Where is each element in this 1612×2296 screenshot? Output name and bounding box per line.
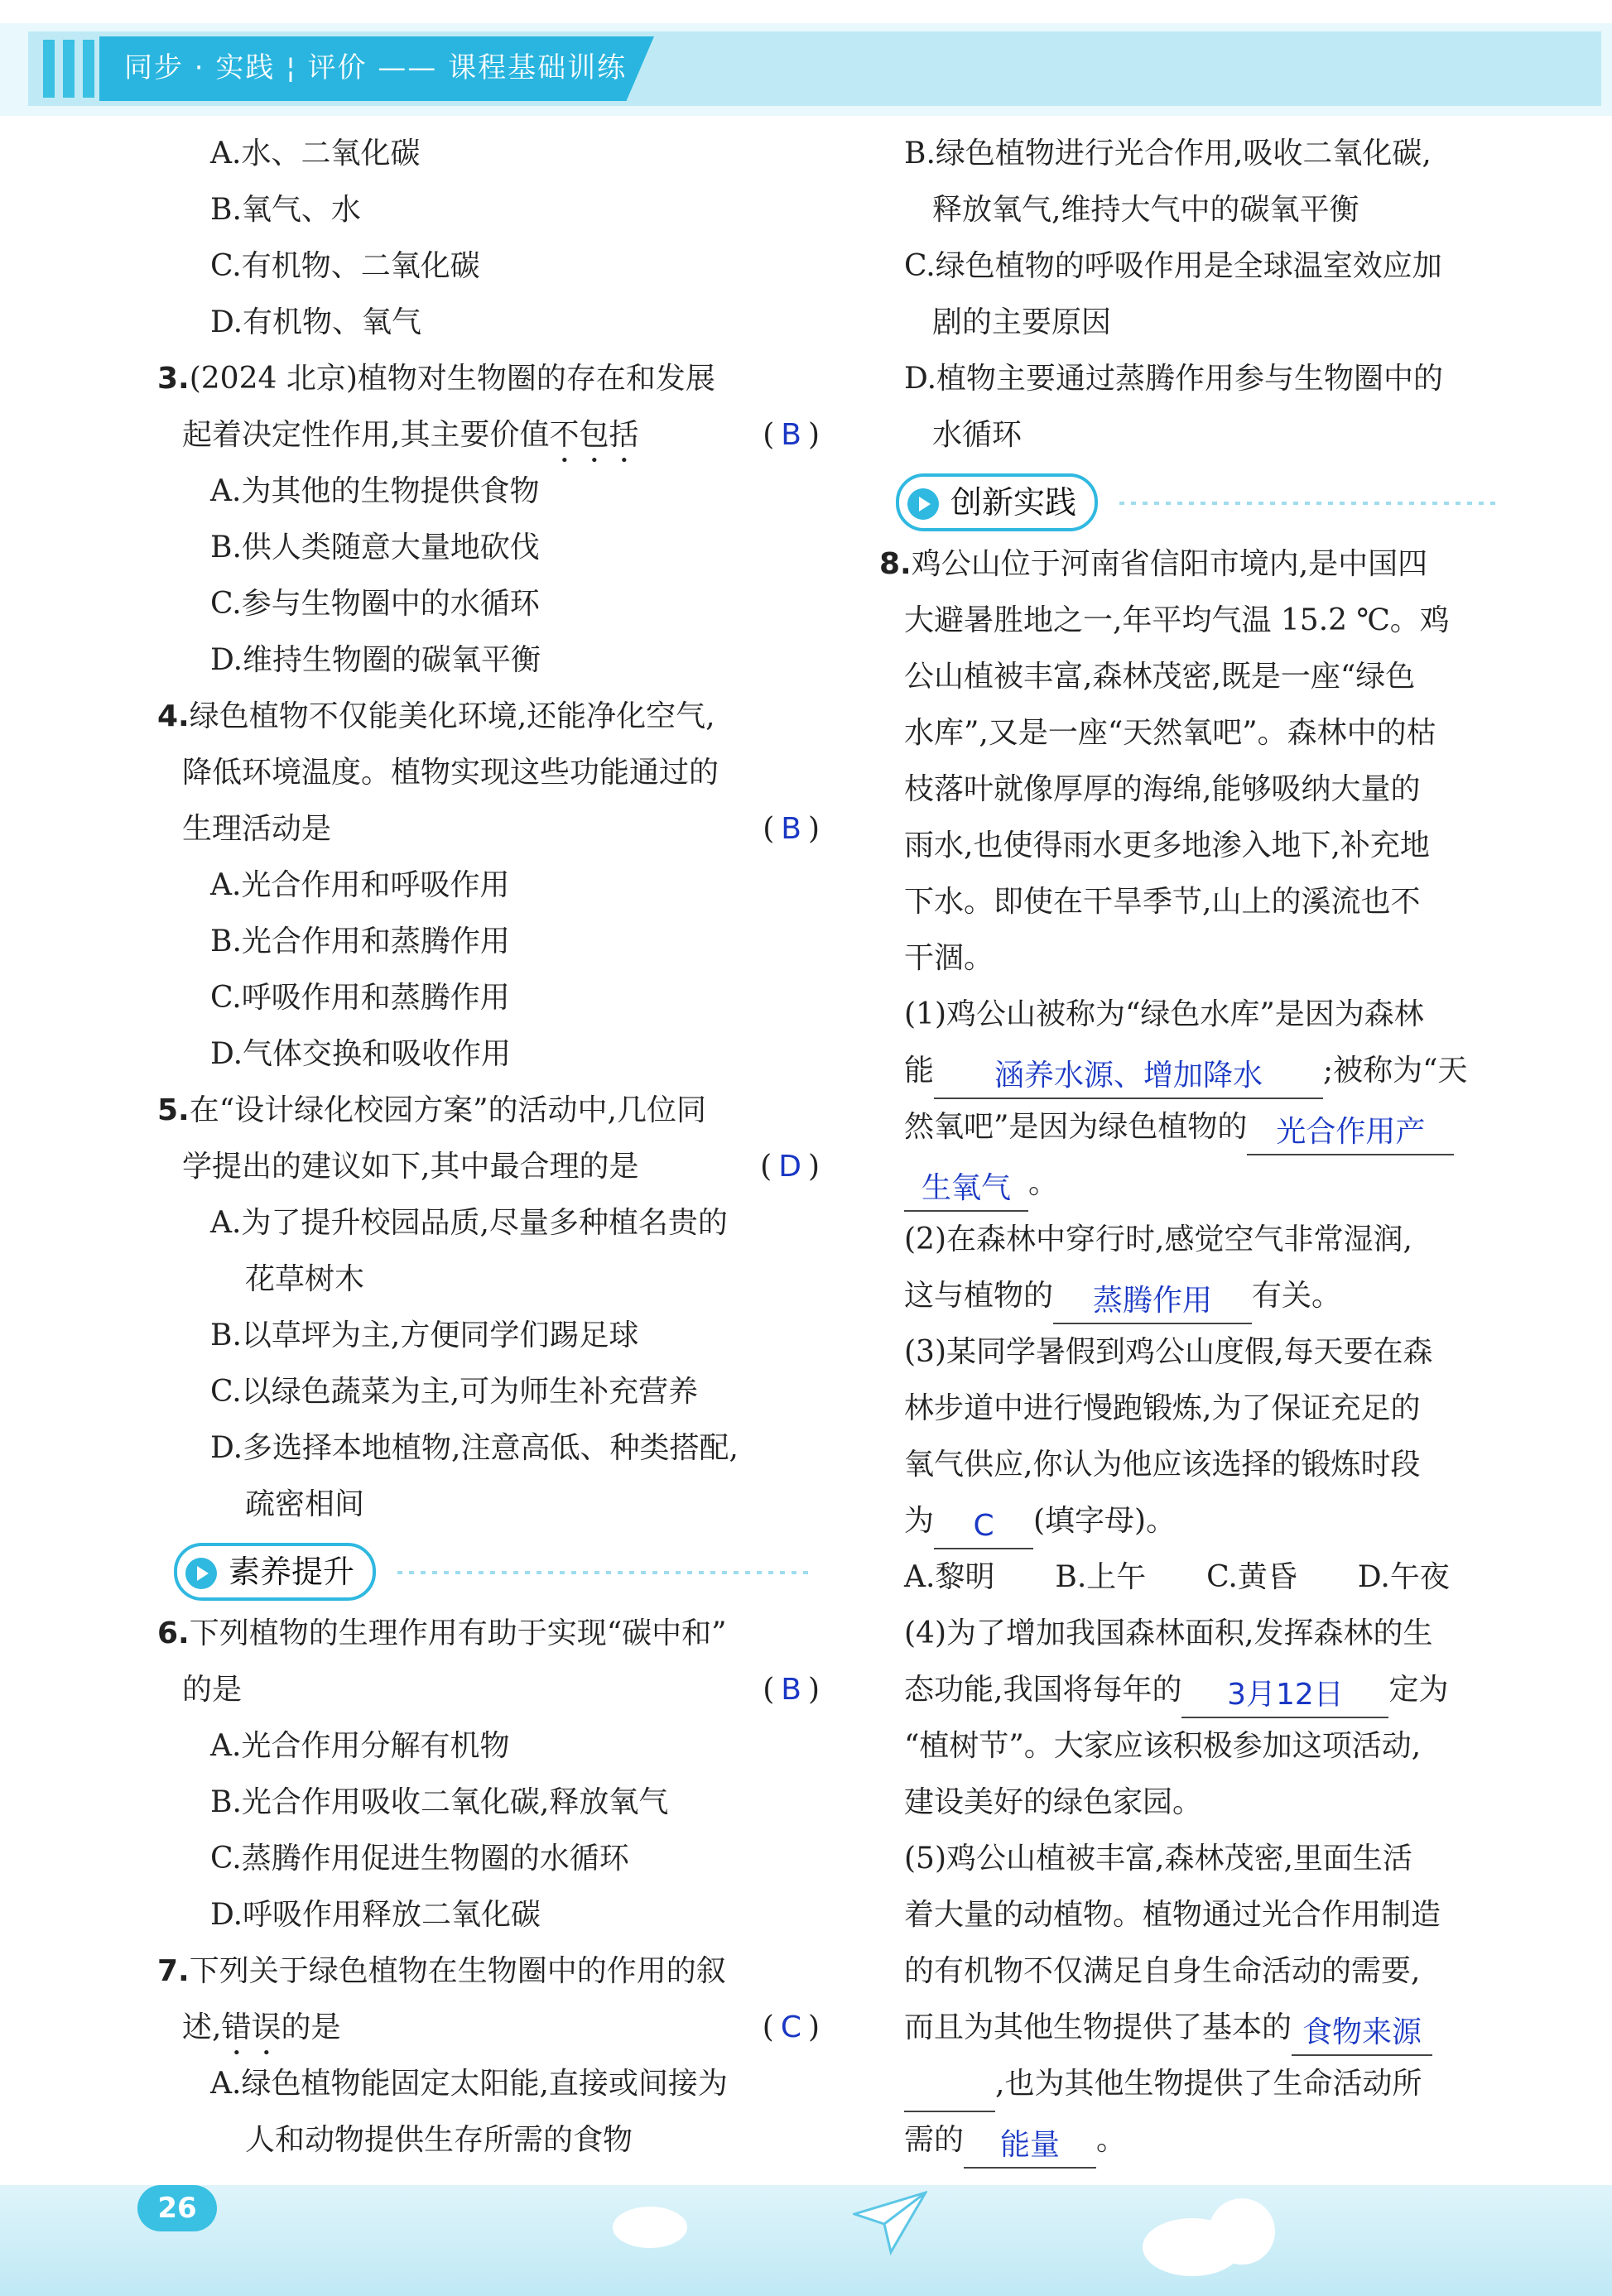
q8-p3-line2: 林步道中进行慢跑锻炼,为了保证充足的 xyxy=(904,1391,1421,1425)
q4-stem-line3: 生理活动是 ( B ) xyxy=(182,801,820,857)
q7-stem-line2: 述,错误的是 ( C ) xyxy=(182,2000,820,2056)
q8-p5-line2: 着大量的动植物。植物通过光合作用制造 xyxy=(904,1898,1441,1932)
q8-p1-line3: 然氧吧”是因为绿色植物的 光合作用产 xyxy=(904,1099,1509,1155)
left-column xyxy=(157,126,820,2169)
q4-answer-bracket: ( B ) xyxy=(763,812,820,846)
q5-option-a-line2: 花草树木 xyxy=(245,1262,365,1296)
q3-number: 3. xyxy=(157,362,190,396)
q6-stem-line1: 6.下列植物的生理作用有助于实现“碳中和” xyxy=(157,1616,727,1650)
q8-para-line8: 干涸。 xyxy=(904,941,994,975)
q4-stem-line2: 降低环境温度。植物实现这些功能通过的 xyxy=(182,756,719,790)
section-divider xyxy=(1119,502,1500,505)
q5-option-a-line1: A.为了提升校园品质,尽量多种植名贵的 xyxy=(210,1206,728,1240)
cloud-decoration xyxy=(613,2207,687,2248)
q8-p4-line2: 态功能,我国将每年的 3月12日 定为 xyxy=(904,1662,1509,1718)
q8-p2-line2: 这与植物的 蒸腾作用 有关。 xyxy=(904,1268,1509,1324)
q8-p1-answer1: 涵养水源、增加降水 xyxy=(934,1054,1323,1099)
q7-stem-line1: 7.下列关于绿色植物在生物圈中的作用的叙 xyxy=(157,1954,726,1988)
q7-option-b-line1: B.绿色植物进行光合作用,吸收二氧化碳, xyxy=(904,137,1432,171)
q5-option-d-line2: 疏密相间 xyxy=(245,1487,365,1521)
cloud-decoration xyxy=(1209,2198,1275,2265)
q2-option-b: B.氧气、水 xyxy=(210,193,361,227)
q7-option-b-line2: 释放氧气,维持大气中的碳氧平衡 xyxy=(932,193,1359,227)
section-suyang-tisheng xyxy=(174,1538,820,1601)
q8-para-line5: 枝落叶就像厚厚的海绵,能够吸纳大量的 xyxy=(904,772,1421,806)
play-icon xyxy=(907,488,939,520)
q8-p3-options xyxy=(904,1549,1509,1606)
q4-option-b: B.光合作用和蒸腾作用 xyxy=(210,925,510,958)
q7-answer-bracket: ( C ) xyxy=(762,2010,820,2044)
q8-p4-line1: (4)为了增加我国森林面积,发挥森林的生 xyxy=(904,1616,1433,1650)
q6-stem-line2: 的是 ( B ) xyxy=(182,1662,820,1718)
q4-stem-line1: 4.绿色植物不仅能美化环境,还能净化空气, xyxy=(157,699,715,733)
q8-p3-option-c: C.黄昏 xyxy=(1206,1560,1297,1594)
q3-option-d: D.维持生物圈的碳氧平衡 xyxy=(210,643,541,677)
q4-option-d: D.气体交换和吸收作用 xyxy=(210,1037,512,1071)
q6-number: 6. xyxy=(157,1616,190,1650)
q6-option-d: D.呼吸作用释放二氧化碳 xyxy=(210,1898,541,1932)
q8-p5-line6: 需的 能量 。 xyxy=(904,2112,1509,2169)
section-chuangxin-shijian xyxy=(896,468,1509,531)
q8-p3-answer: C xyxy=(934,1505,1033,1549)
page-number: 26 xyxy=(137,2185,217,2231)
q8-p1-line4: 生氧气 。 xyxy=(904,1155,1509,1212)
q8-p3-option-d: D.午夜 xyxy=(1357,1560,1450,1594)
q8-p4-answer: 3月12日 xyxy=(1181,1674,1388,1718)
q3-option-b: B.供人类随意大量地砍伐 xyxy=(210,531,540,564)
q5-answer: D xyxy=(778,1150,801,1184)
q6-option-c: C.蒸腾作用促进生物圈的水循环 xyxy=(210,1842,629,1876)
page-footer xyxy=(0,2185,1612,2296)
q3-stem-line1: 3.(2024 北京)植物对生物圈的存在和发展 xyxy=(157,362,715,396)
header-stripes xyxy=(43,40,101,98)
q3-emphasis: 不包括 xyxy=(549,418,639,452)
q8-p5-answer1: 食物来源 xyxy=(1292,2011,1432,2056)
q8-para-line4: 水库”,又是一座“天然氧吧”。森林中的枯 xyxy=(904,716,1436,750)
section-divider xyxy=(397,1571,811,1574)
q2-option-c: C.有机物、二氧化碳 xyxy=(210,249,480,283)
q8-p2-line1: (2)在森林中穿行时,感觉空气非常湿润, xyxy=(904,1222,1412,1256)
q6-answer: B xyxy=(781,1673,801,1707)
q2-option-d: D.有机物、氧气 xyxy=(210,305,422,339)
paper-plane-icon xyxy=(853,2189,927,2255)
q3-option-c: C.参与生物圈中的水循环 xyxy=(210,587,540,621)
q8-para-line3: 公山植被丰富,森林茂密,既是一座“绿色 xyxy=(904,660,1416,694)
section-title: 素养提升 xyxy=(229,1554,355,1590)
q8-p4-line3: “植树节”。大家应该积极参加这项活动, xyxy=(904,1729,1422,1763)
q8-p1-answer2b: 生氧气 xyxy=(904,1167,1028,1212)
header-title: 同步 · 实践 ¦ 评价 —— 课程基础训练 xyxy=(124,51,628,84)
q7-option-c-line2: 剧的主要原因 xyxy=(932,305,1112,339)
q8-para-line2: 大避暑胜地之一,年平均气温 15.2 ℃。鸡 xyxy=(904,603,1450,637)
q7-number: 7. xyxy=(157,1954,190,1988)
q4-option-c: C.呼吸作用和蒸腾作用 xyxy=(210,981,510,1015)
q3-answer-bracket: ( B ) xyxy=(763,418,820,452)
q3-stem-line2: 起着决定性作用,其主要价值不包括 ( B ) xyxy=(182,407,820,464)
q8-p2-answer: 蒸腾作用 xyxy=(1053,1280,1252,1324)
q8-p3-option-a: A.黎明 xyxy=(904,1560,995,1594)
q5-option-c: C.以绿色蔬菜为主,可为师生补充营养 xyxy=(210,1375,699,1409)
q7-option-a-line1: A.绿色植物能固定太阳能,直接或间接为 xyxy=(210,2067,728,2101)
q8-p3-option-b: B.上午 xyxy=(1055,1560,1147,1594)
q7-option-d-line1: D.植物主要通过蒸腾作用参与生物圈中的 xyxy=(904,362,1444,396)
q8-para-line1: 8.鸡公山位于河南省信阳市境内,是中国四 xyxy=(879,547,1428,581)
q8-number: 8. xyxy=(879,547,912,581)
q8-p5-line1: (5)鸡公山植被丰富,森林茂密,里面生活 xyxy=(904,1842,1412,1876)
q2-option-a: A.水、二氧化碳 xyxy=(210,137,421,171)
section-title: 创新实践 xyxy=(950,484,1077,521)
play-icon xyxy=(185,1558,217,1589)
q4-answer: B xyxy=(781,812,801,846)
q5-stem-line2: 学提出的建议如下,其中最合理的是 ( D ) xyxy=(182,1139,820,1195)
q5-stem-line1: 5.在“设计绿化校园方案”的活动中,几位同 xyxy=(157,1093,706,1127)
q8-p5-line3: 的有机物不仅满足自身生命活动的需要, xyxy=(904,1954,1421,1988)
q5-answer-bracket: ( D ) xyxy=(760,1150,820,1184)
q4-option-a: A.光合作用和呼吸作用 xyxy=(210,868,510,902)
q6-option-a: A.光合作用分解有机物 xyxy=(210,1729,510,1763)
q3-answer: B xyxy=(781,418,801,452)
q6-answer-bracket: ( B ) xyxy=(763,1673,820,1707)
q6-option-b: B.光合作用吸收二氧化碳,释放氧气 xyxy=(210,1785,669,1819)
q7-option-a-line2: 人和动物提供生存所需的食物 xyxy=(245,2123,633,2157)
q8-p1-line1: (1)鸡公山被称为“绿色水库”是因为森林 xyxy=(904,997,1424,1031)
q8-p5-line5: ,也为其他生物提供了生命活动所 xyxy=(904,2056,1509,2112)
section-title-pill xyxy=(896,473,1098,531)
q8-para-line7: 下水。即使在干旱季节,山上的溪流也不 xyxy=(904,885,1421,919)
q7-option-d-line2: 水循环 xyxy=(932,418,1023,452)
page-header xyxy=(0,0,1612,116)
q8-p5-line4: 而且为其他生物提供了基本的 食物来源 xyxy=(904,2000,1509,2056)
q5-number: 5. xyxy=(157,1093,190,1127)
q7-emphasis: 错误 xyxy=(221,2010,281,2044)
q7-option-c-line1: C.绿色植物的呼吸作用是全球温室效应加 xyxy=(904,249,1442,283)
q8-para-line6: 雨水,也使得雨水更多地渗入地下,补充地 xyxy=(904,829,1430,862)
q8-p3-line4: 为 C (填字母)。 xyxy=(904,1493,1509,1549)
section-title-pill xyxy=(174,1543,376,1601)
q8-p5-answer2: 能量 xyxy=(964,2124,1096,2169)
q8-p1-answer2a: 光合作用产 xyxy=(1247,1111,1454,1155)
q8-p3-line1: (3)某同学暑假到鸡公山度假,每天要在森 xyxy=(904,1335,1433,1369)
q7-answer: C xyxy=(780,2010,801,2044)
q3-option-a: A.为其他的生物提供食物 xyxy=(210,474,540,508)
q8-p4-line4: 建设美好的绿色家园。 xyxy=(904,1785,1203,1819)
q5-option-b: B.以草坪为主,方便同学们踢足球 xyxy=(210,1319,639,1352)
q8-p3-line3: 氧气供应,你认为他应该选择的锻炼时段 xyxy=(904,1448,1421,1482)
right-column xyxy=(879,126,1509,2169)
q4-number: 4. xyxy=(157,699,190,733)
q8-p1-line2: 能 涵养水源、增加降水 ;被称为“天 xyxy=(904,1043,1509,1099)
q5-option-d-line1: D.多选择本地植物,注意高低、种类搭配, xyxy=(210,1431,739,1465)
